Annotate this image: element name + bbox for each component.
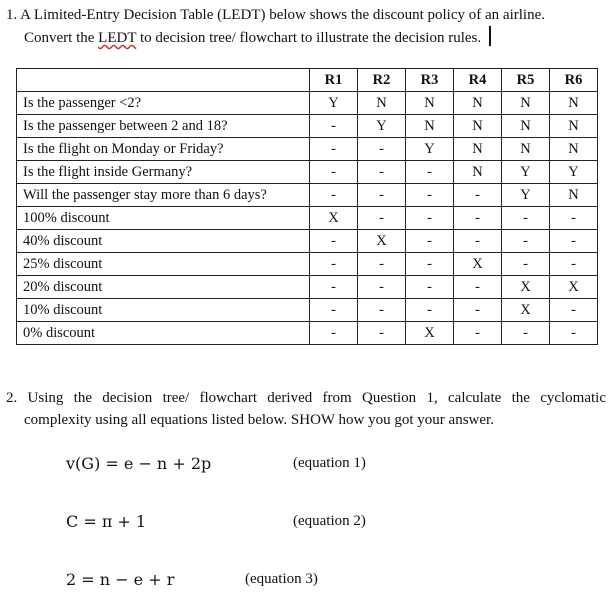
table-cell: X: [550, 276, 598, 299]
table-cell: N: [550, 138, 598, 161]
table-cell: -: [310, 230, 358, 253]
equation-2-label: (equation 2): [293, 513, 366, 529]
table-cell: X: [358, 230, 406, 253]
rule-header-r5: R5: [502, 69, 550, 92]
table-row: [17, 253, 598, 276]
table-cell: -: [358, 253, 406, 276]
header-corner-cell: [17, 69, 310, 92]
table-cell: -: [406, 184, 454, 207]
table-cell: Y: [502, 161, 550, 184]
table-cell: X: [454, 253, 502, 276]
table-cell: -: [454, 299, 502, 322]
row-label: 40% discount: [17, 230, 310, 253]
decision-table-body: [17, 69, 598, 345]
table-cell: -: [358, 322, 406, 345]
table-cell: -: [358, 184, 406, 207]
table-cell: -: [310, 184, 358, 207]
row-label: Is the flight inside Germany?: [17, 161, 310, 184]
table-cell: -: [406, 230, 454, 253]
table-cell: N: [454, 92, 502, 115]
table-cell: -: [502, 322, 550, 345]
equation-3-formula: 2 = n − e + r: [66, 570, 175, 589]
question-1: [6, 4, 606, 49]
rule-header-r4: R4: [454, 69, 502, 92]
table-cell: N: [502, 92, 550, 115]
table-cell: N: [550, 115, 598, 138]
row-label: 20% discount: [17, 276, 310, 299]
table-cell: -: [310, 138, 358, 161]
table-cell: -: [550, 299, 598, 322]
table-cell: -: [358, 138, 406, 161]
question-2: [6, 387, 606, 431]
table-cell: N: [454, 115, 502, 138]
table-cell: Y: [358, 115, 406, 138]
table-row: [17, 207, 598, 230]
table-cell: -: [310, 253, 358, 276]
table-row: [17, 184, 598, 207]
table-cell: N: [550, 184, 598, 207]
table-cell: -: [454, 207, 502, 230]
table-cell: -: [502, 207, 550, 230]
table-cell: -: [358, 207, 406, 230]
table-cell: N: [502, 115, 550, 138]
table-cell: -: [550, 207, 598, 230]
table-cell: -: [454, 322, 502, 345]
row-label: Will the passenger stay more than 6 days?: [17, 184, 310, 207]
rule-header-r1: R1: [310, 69, 358, 92]
table-cell: N: [502, 138, 550, 161]
question-1-text-b: to decision tree/ flowchart to illustrate the decision rules.: [136, 30, 482, 46]
table-cell: -: [358, 276, 406, 299]
question-2-line-1: 2. Using the decision tree/ flowchart derived from Question 1, calculate the cyclomatic: [6, 390, 606, 406]
equation-2-formula: C = π + 1: [66, 512, 147, 531]
row-label: 0% discount: [17, 322, 310, 345]
row-label: 100% discount: [17, 207, 310, 230]
table-cell: -: [310, 322, 358, 345]
row-label: Is the flight on Monday or Friday?: [17, 138, 310, 161]
table-cell: N: [550, 92, 598, 115]
table-cell: -: [550, 230, 598, 253]
table-cell: Y: [550, 161, 598, 184]
table-cell: -: [406, 276, 454, 299]
table-cell: Y: [310, 92, 358, 115]
table-row: [17, 115, 598, 138]
decision-table: [16, 68, 598, 345]
table-cell: -: [406, 299, 454, 322]
table-cell: -: [358, 299, 406, 322]
table-cell: -: [502, 230, 550, 253]
row-label: 25% discount: [17, 253, 310, 276]
table-cell: Y: [502, 184, 550, 207]
table-cell: -: [550, 322, 598, 345]
ledt-word: LEDT: [98, 30, 137, 46]
table-cell: -: [454, 230, 502, 253]
table-cell: N: [454, 138, 502, 161]
rule-header-r2: R2: [358, 69, 406, 92]
text-cursor: [489, 26, 491, 46]
table-cell: -: [406, 253, 454, 276]
table-row: [17, 138, 598, 161]
table-cell: X: [502, 276, 550, 299]
equation-1-label: (equation 1): [293, 455, 366, 471]
table-cell: -: [406, 207, 454, 230]
table-cell: N: [406, 115, 454, 138]
table-cell: -: [454, 276, 502, 299]
table-cell: X: [502, 299, 550, 322]
table-cell: -: [406, 161, 454, 184]
table-cell: -: [502, 253, 550, 276]
table-cell: X: [406, 322, 454, 345]
equation-3-label: (equation 3): [245, 571, 318, 587]
rule-header-r3: R3: [406, 69, 454, 92]
table-cell: -: [550, 253, 598, 276]
equation-1-formula: v(G) = e − n + 2p: [66, 454, 212, 473]
question-1-line-2: [6, 26, 606, 49]
table-row: [17, 230, 598, 253]
table-cell: -: [310, 299, 358, 322]
table-cell: N: [454, 161, 502, 184]
table-cell: N: [358, 92, 406, 115]
table-cell: X: [310, 207, 358, 230]
table-cell: -: [310, 115, 358, 138]
rule-header-r6: R6: [550, 69, 598, 92]
table-cell: -: [310, 161, 358, 184]
table-row: [17, 299, 598, 322]
table-row: [17, 92, 598, 115]
table-cell: -: [454, 184, 502, 207]
table-row: [17, 276, 598, 299]
table-cell: N: [406, 92, 454, 115]
table-cell: Y: [406, 138, 454, 161]
question-2-line-2: complexity using all equations listed below. SHOW how you got your answer.: [24, 412, 494, 428]
table-row: [17, 161, 598, 184]
row-label: 10% discount: [17, 299, 310, 322]
row-label: Is the passenger <2?: [17, 92, 310, 115]
question-1-text-a: Convert the: [24, 30, 99, 46]
table-cell: -: [310, 276, 358, 299]
table-cell: -: [358, 161, 406, 184]
row-label: Is the passenger between 2 and 18?: [17, 115, 310, 138]
table-header-row: [17, 69, 598, 92]
table-row: [17, 322, 598, 345]
question-1-line-1: 1. A Limited-Entry Decision Table (LEDT) below shows the discount policy of an airline.: [6, 7, 545, 23]
